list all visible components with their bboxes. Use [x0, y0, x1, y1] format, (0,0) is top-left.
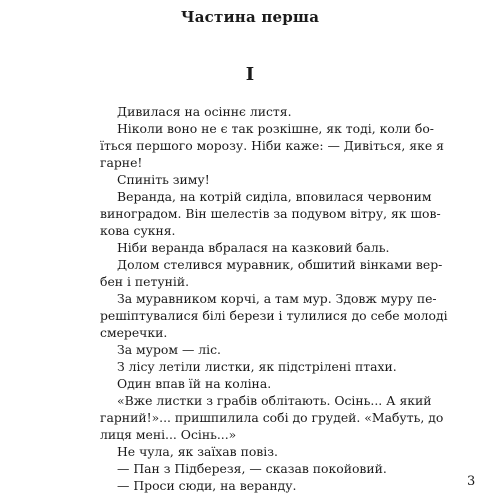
text-line: гарний!»... пришпилила собі до грудей. «Мабуть, до: [100, 410, 444, 425]
text-line: Долом стелився муравник, обшитий вінками вер-: [117, 257, 443, 272]
text-line: За муром — ліс.: [117, 342, 221, 357]
text-line: Веранда, на котрій сиділа, вповилася червоним: [117, 189, 432, 204]
part-title: Частина перша: [180, 8, 320, 26]
text-line: Не чула, як заїхав повіз.: [117, 444, 278, 459]
chapter-number: I: [245, 64, 255, 85]
text-line: бен і петуній.: [100, 274, 190, 289]
text-line: лиця мені... Осінь...»: [100, 427, 237, 442]
text-line: смеречки.: [100, 325, 168, 340]
text-line: — Проси сюди, на веранду.: [117, 478, 297, 493]
text-line: гарне!: [100, 155, 143, 170]
text-line: Один впав їй на коліна.: [117, 376, 272, 391]
text-line: решіптувалися білі берези і тулилися до себе молоді: [100, 308, 448, 323]
text-line: Спиніть зиму!: [117, 172, 210, 187]
text-line: кова сукня.: [100, 223, 176, 238]
text-line: їться першого морозу. Ніби каже: — Дивіться, яке я: [100, 138, 444, 153]
text-line: Ніколи воно не є так розкішне, як тоді, коли бо-: [117, 121, 434, 136]
text-line: Ніби веранда вбралася на казковий баль.: [117, 240, 390, 255]
text-line: З лісу летіли листки, як підстрілені птахи.: [117, 359, 397, 374]
page-number: 3: [467, 474, 476, 489]
text-line: — Пан з Підберезя, — сказав покойовий.: [117, 461, 387, 476]
text-line: Дивилася на осіннє листя.: [117, 104, 292, 119]
text-line: «Вже листки з грабів облітають. Осінь... А який: [117, 393, 432, 408]
text-line: виноградом. Він шелестів за подувом вітру, як шов-: [100, 206, 441, 221]
text-line: За муравником корчі, а там мур. Здовж муру пе-: [117, 291, 437, 306]
